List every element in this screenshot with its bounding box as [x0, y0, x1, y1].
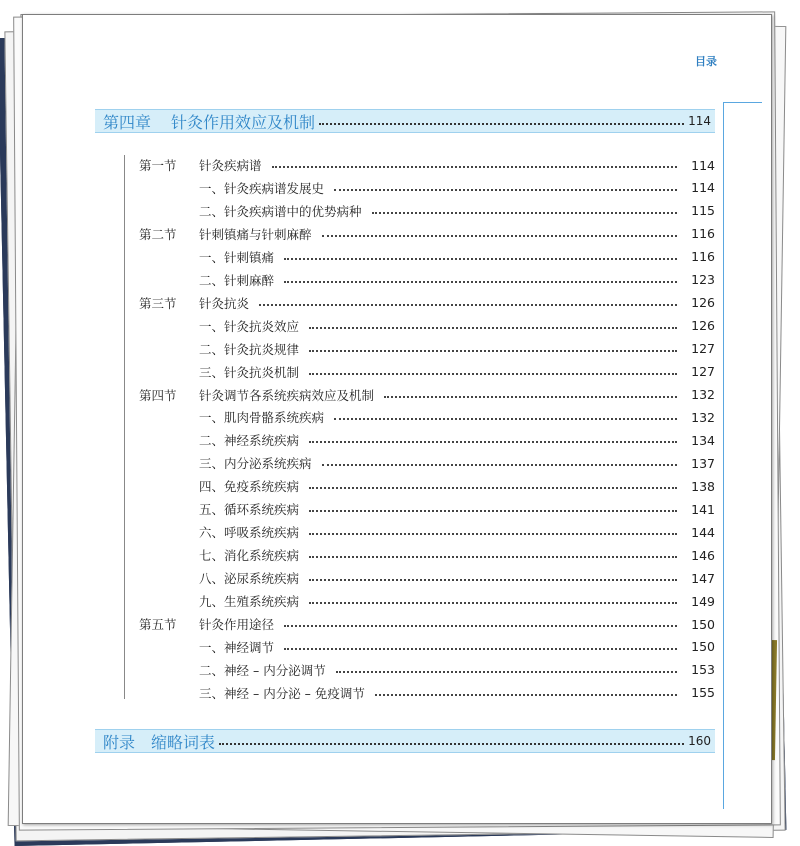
leader-dots: [309, 533, 677, 535]
entry-title: 七、消化系统疾病: [199, 548, 300, 564]
leader-dots: [319, 123, 684, 125]
entry-title: 六、呼吸系统疾病: [199, 525, 300, 541]
entry-title: 九、生殖系统疾病: [199, 594, 300, 610]
leader-dots: [284, 281, 677, 283]
entry-title: 针灸抗炎: [199, 295, 250, 311]
entry-page: 127: [691, 364, 715, 380]
entry-page: 114: [691, 180, 715, 196]
toc-section-entry[interactable]: [139, 293, 715, 313]
leader-dots: [272, 166, 677, 168]
entry-page: 141: [691, 501, 715, 517]
entry-title: 针灸疾病谱: [199, 158, 262, 173]
entry-title: 一、针刺镇痛: [199, 249, 275, 265]
margin-rule: [723, 102, 762, 809]
chapter-label: 第四章: [103, 112, 152, 132]
leader-dots: [309, 373, 677, 375]
leader-dots: [259, 304, 677, 306]
entry-page: 116: [691, 226, 715, 242]
entry-title: 二、神经 – 内分泌调节: [199, 662, 326, 678]
toc-subsection-entry[interactable]: [139, 270, 715, 290]
toc-section-entry[interactable]: [139, 224, 715, 244]
leader-dots: [322, 235, 677, 237]
toc-section-entry[interactable]: [139, 614, 715, 634]
chapter-page: 114: [688, 114, 711, 128]
appendix-title: 缩略词表: [151, 732, 216, 752]
leader-dots: [334, 189, 677, 191]
entry-page: 153: [691, 662, 715, 678]
appendix-label: 附录: [103, 732, 136, 752]
entry-title: 二、神经系统疾病: [199, 433, 300, 449]
leader-dots: [309, 510, 677, 512]
leader-dots: [336, 671, 677, 673]
entry-title: 二、针灸抗炎规律: [199, 341, 300, 357]
leader-dots: [372, 212, 677, 214]
toc-subsection-entry[interactable]: [139, 247, 715, 267]
toc-subsection-entry[interactable]: [139, 499, 715, 519]
leader-dots: [284, 648, 677, 650]
toc-subsection-entry[interactable]: [139, 683, 715, 703]
entry-page: 123: [691, 272, 715, 288]
entry-title: 一、针灸抗炎效应: [199, 318, 300, 334]
entry-page: 144: [691, 524, 715, 540]
leader-dots: [309, 487, 677, 489]
entry-page: 137: [691, 455, 715, 471]
entry-page: 147: [691, 570, 715, 586]
chapter-title: 针灸作用效应及机制: [171, 112, 316, 132]
entry-page: 150: [691, 639, 715, 655]
toc-subsection-entry[interactable]: [139, 522, 715, 542]
entry-page: 138: [691, 478, 715, 494]
entry-title: 五、循环系统疾病: [199, 502, 300, 518]
leader-dots: [384, 396, 677, 398]
leader-dots: [219, 743, 684, 745]
leader-dots: [375, 694, 677, 696]
entry-page: 150: [691, 616, 715, 632]
entry-title: 一、神经调节: [199, 639, 275, 655]
toc-subsection-entry[interactable]: [139, 362, 715, 382]
entry-page: 132: [691, 387, 715, 402]
entry-number: 第四节: [139, 387, 177, 403]
entry-page: 114: [691, 157, 715, 173]
appendix-heading[interactable]: [95, 729, 715, 753]
entry-title: 一、肌肉骨骼系统疾病: [199, 410, 325, 426]
entry-number: 第二节: [139, 226, 177, 242]
toc-subsection-entry[interactable]: [139, 430, 715, 450]
entry-title: 三、针灸抗炎机制: [199, 364, 300, 380]
entry-title: 针灸作用途径: [199, 617, 275, 632]
leader-dots: [309, 350, 677, 352]
leader-dots: [309, 441, 677, 443]
running-header: 目录: [695, 55, 717, 68]
leader-dots: [309, 556, 677, 558]
entry-page: 155: [691, 685, 715, 701]
toc-subsection-entry[interactable]: [139, 545, 715, 565]
toc-section-entry[interactable]: [139, 385, 715, 405]
entry-number: 第一节: [139, 158, 177, 173]
entry-page: 146: [691, 547, 715, 563]
entry-title: 二、针灸疾病谱中的优势病种: [199, 203, 362, 219]
toc-section-entry[interactable]: [139, 155, 715, 175]
entry-page: 126: [691, 295, 715, 311]
toc-subsection-entry[interactable]: [139, 407, 715, 427]
entry-page: 116: [691, 249, 715, 265]
entry-title: 三、神经 – 内分泌 – 免疫调节: [199, 685, 365, 701]
toc-subsection-entry[interactable]: [139, 568, 715, 588]
entry-page: 132: [691, 409, 715, 425]
leader-dots: [309, 327, 677, 329]
entry-title: 二、针刺麻醉: [199, 272, 275, 288]
entry-title: 四、免疫系统疾病: [199, 479, 300, 495]
toc-subsection-entry[interactable]: [139, 660, 715, 680]
entry-title: 八、泌尿系统疾病: [199, 571, 300, 587]
entry-page: 127: [691, 341, 715, 357]
appendix-page: 160: [688, 734, 711, 748]
toc-subsection-entry[interactable]: [139, 637, 715, 657]
leader-dots: [322, 464, 677, 466]
toc-subsection-entry[interactable]: [139, 178, 715, 198]
entry-number: 第三节: [139, 295, 177, 311]
leader-dots: [284, 625, 677, 627]
entry-page: 115: [691, 203, 715, 219]
leader-dots: [309, 579, 677, 581]
entry-page: 126: [691, 318, 715, 334]
toc-subsection-entry[interactable]: [139, 591, 715, 611]
leader-dots: [309, 602, 677, 604]
leader-dots: [334, 418, 677, 420]
toc-page: [22, 14, 772, 824]
entry-title: 三、内分泌系统疾病: [199, 456, 312, 472]
entry-title: 针刺镇痛与针刺麻醉: [199, 226, 312, 242]
toc-subsection-entry[interactable]: [139, 476, 715, 496]
toc-subsection-entry[interactable]: [139, 453, 715, 473]
entry-page: 149: [691, 593, 715, 609]
toc-subsection-entry[interactable]: [139, 316, 715, 336]
entry-title: 针灸调节各系统疾病效应及机制: [199, 387, 375, 403]
chapter-heading[interactable]: [95, 109, 715, 133]
entry-number: 第五节: [139, 617, 177, 632]
section-rule: [124, 155, 125, 699]
toc-subsection-entry[interactable]: [139, 201, 715, 221]
entry-title: 一、针灸疾病谱发展史: [199, 180, 325, 196]
entry-page: 134: [691, 432, 715, 448]
toc-subsection-entry[interactable]: [139, 339, 715, 359]
leader-dots: [284, 258, 677, 260]
